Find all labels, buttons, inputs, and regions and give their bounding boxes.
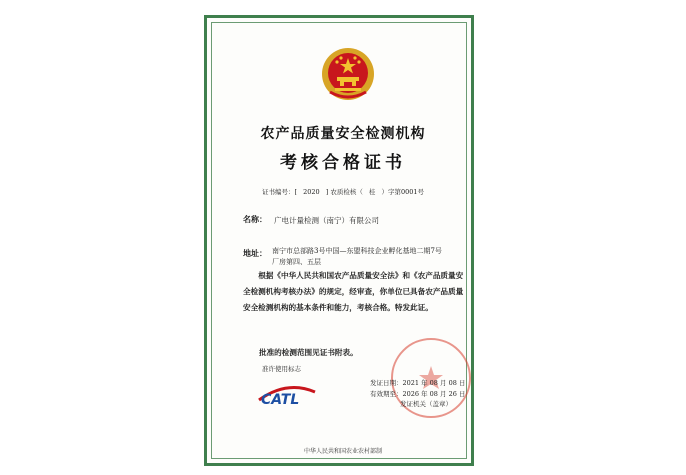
mark-caption: 准许使用标志 xyxy=(262,365,301,373)
valid-until-label: 有效期至： xyxy=(370,389,403,398)
cert-no-region: 桂 xyxy=(368,188,376,196)
certificate-number xyxy=(0,187,686,196)
national-emblem-icon xyxy=(320,46,376,102)
cert-no-label: 证书编号：[ xyxy=(261,188,298,196)
catl-logo-text: CATL xyxy=(261,392,300,408)
address-value: 南宁市总部路3号中国—东盟科技企业孵化基地二期7号厂房第四、五层 xyxy=(272,247,442,266)
valid-until-value: 2026 年 08 月 26 日 xyxy=(402,389,466,398)
cert-no-year: 2020 xyxy=(303,188,320,196)
dates-block xyxy=(370,378,465,410)
name-label: 名称： xyxy=(243,214,267,224)
issuer-row xyxy=(370,399,465,410)
name-value: 广电计量检测（南宁）有限公司 xyxy=(274,216,379,225)
certificate-subtitle: 考核合格证书 xyxy=(280,153,406,173)
cert-no-suffix: ）字第0001号 xyxy=(381,188,425,196)
issue-date-label: 发证日期： xyxy=(370,379,403,387)
cert-no-mid: ] 农质检核（ xyxy=(325,188,363,196)
approved-scope-text: 批准的检测范围见证书附表。 xyxy=(259,348,358,357)
certificate-body-text: 根据《中华人民共和国农产品质量安全法》和《农产品质量安全检测机构考核办法》的规定，经审查，你单位已具备农产品质量安全检测机构的基本条件和能力，考核合格。特发此证。 xyxy=(243,271,464,312)
footer-issuer-text: 中华人民共和国农业农村部制 xyxy=(303,448,382,455)
address-label: 地址： xyxy=(243,248,267,258)
catl-logo xyxy=(255,378,319,408)
valid-until-row xyxy=(370,389,465,400)
certificate-title: 农产品质量安全检测机构 xyxy=(260,126,426,142)
issue-date-value: 2021 年 08 月 08 日 xyxy=(402,379,466,387)
issue-date-row xyxy=(370,378,465,389)
issuer-label: 发证机关（盖章） xyxy=(400,400,452,408)
